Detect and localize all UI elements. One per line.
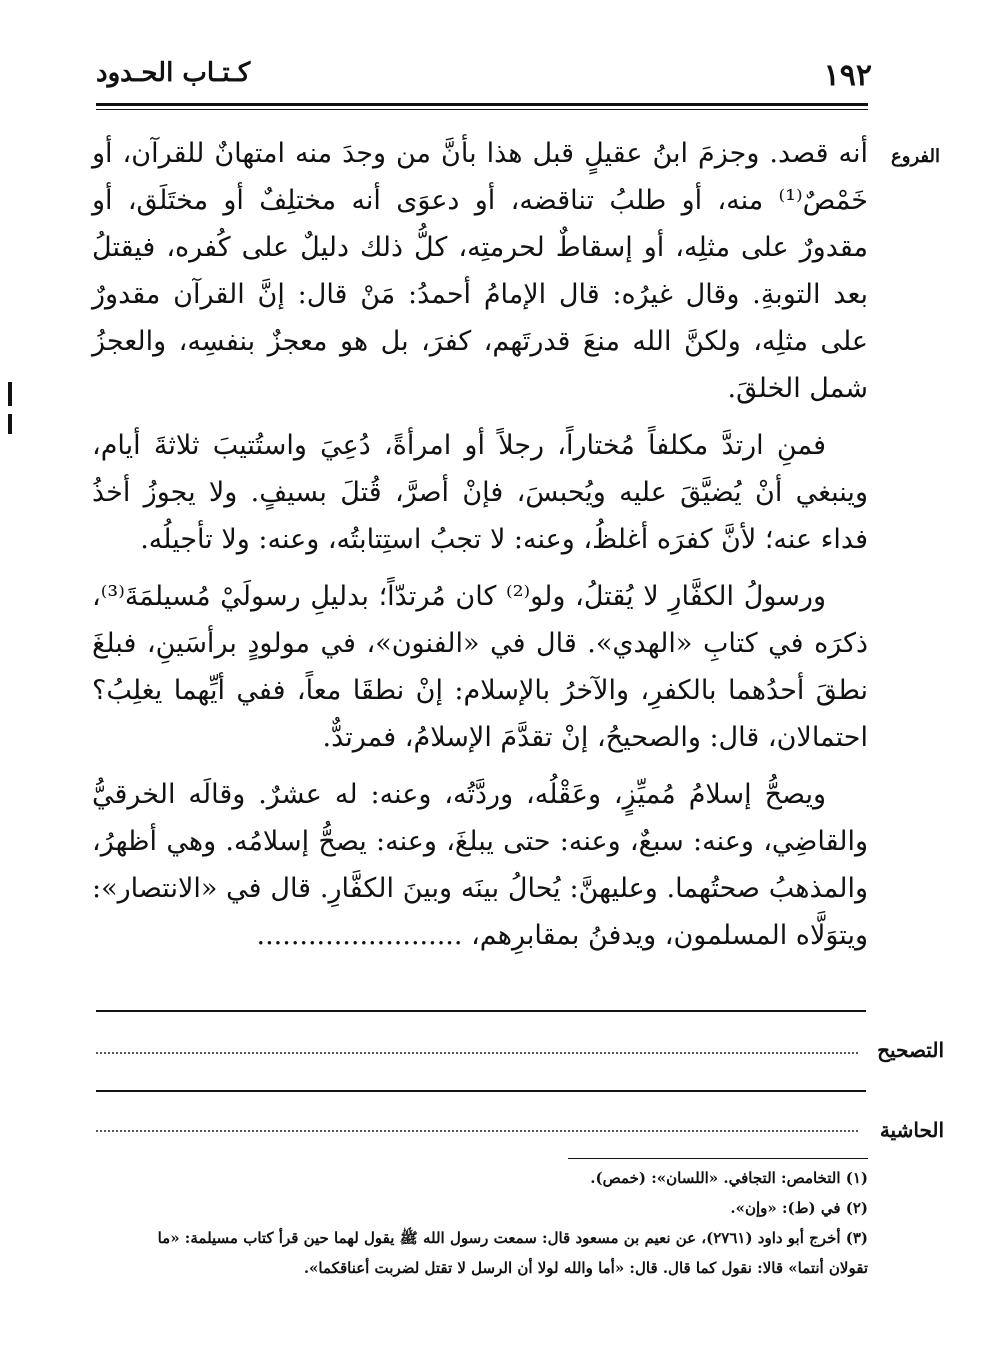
correction-label: التصحيح [877, 1038, 944, 1062]
margin-mark [8, 414, 12, 434]
header-rule-thick [96, 103, 868, 106]
section-rule [96, 1090, 866, 1092]
footnote-rule [568, 1158, 868, 1159]
paragraph-1: أنه قصد. وجزمَ ابنُ عقيلٍ قبل هذا بأنَّ من وجدَ منه امتهانٌ للقرآن، أو خَمْصٌ⁽¹⁾ منه، أو طلبُ تناقضه، أو دعوَى أنه مختلِفٌ أو مختَلَق، أو مقدورٌ على مثلِه، أو إسقاطٌ لحرمتِه، كلُّ ذلك دليلٌ على كُفره، فيقتلُ بعد التوبةِ. وقال غيرُه: قال الإمامُ أحمدُ: مَنْ قال: إنَّ القرآن مقدورٌ على مثلِه، ولكنَّ الله منعَ قدرتَهم، كفرَ، بل هو معجزٌ بنفسِه، والعجزُ شمل الخلقَ. [92, 138, 868, 404]
section-rule [96, 1010, 866, 1012]
footnotes [92, 1163, 868, 1283]
footnote-3-continued: تقولان أنتما» قالا: نقول كما قال. قال: «أما والله لولا أن الرسل لا تقتل لضربت أعناقكما». [303, 1259, 868, 1277]
margin-label-branches: الفروع [891, 146, 940, 167]
page-number: ١٩٢ [823, 58, 872, 93]
correction-dotted-line [96, 1052, 858, 1054]
paragraph-3: ورسولُ الكفَّارِ لا يُقتلُ، ولو⁽²⁾ كان مُرتدّاً؛ بدليلِ رسولَيْ مُسيلمَةَ⁽³⁾، ذكرَه في كتابِ «الهدي». قال في «الفنون»، في مولودٍ برأسَينِ، فبلغَ نطقَ أحدُهما بالكفرِ، والآخرُ بالإسلام: إنْ نطقَا معاً، ففي أيِّهما يغلِبُ؟ احتمالان، قال: والصحيحُ، إنْ تقدَّمَ الإسلامُ، فمرتدٌّ. [92, 581, 868, 753]
book-title: كـتـاب الحـدود [96, 58, 251, 88]
header-rule-thin [96, 109, 868, 110]
footnote-dotted-line [96, 1130, 858, 1132]
paragraph-2: فمنِ ارتدَّ مكلفاً مُختاراً، رجلاً أو امرأةً، دُعِيَ واستُتيبَ ثلاثةَ أيام، وينبغي أنْ يُضيَّقَ عليه ويُحبسَ، فإنْ أصرَّ، قُتلَ بسيفٍ. ولا يجوزُ أخذُ فداء عنه؛ لأنَّ كفرَه أغلظُ، وعنه: لا تجبُ استِتابتُه، وعنه: ولا تأجيلُه. [92, 430, 868, 555]
footnote-2: (٢) في (ط): «وإن». [730, 1199, 868, 1217]
footnote-3: (٣) أخرج أبو داود (٢٧٦١)، عن نعيم بن مسعود قال: سمعت رسول الله ﷺ يقول لهما حين قرأ كتاب مسيلمة: «ما [157, 1229, 868, 1247]
margin-mark [8, 382, 12, 406]
paragraph-4-text: ويصحُّ إسلامُ مُميِّزٍ، وعَقْلُه، وردَّتُه، وعنه: له عشرٌ. وقالَه الخرقيُّ والقاضِي، وعنه: سبعٌ، وعنه: حتى يبلغَ، وعنه: يصحُّ إسلامُه. وهي أظهرُ، والمذهبُ صحتُهما. وعليهنَّ: يُحالُ بينَه وبينَ الكفَّارِ. قال في «الانتصار»: ويتوَلَّاه المسلمون، ويدفنُ بمقابرِهم، [92, 779, 868, 951]
trailing-dots: ........................ [256, 920, 463, 951]
footnote-1: (١) التخامص: التجافي. «اللسان»: (خمص). [590, 1169, 868, 1187]
paragraph-4 [92, 771, 868, 959]
footnote-section-label: الحاشية [879, 1118, 944, 1142]
main-text [92, 130, 868, 969]
